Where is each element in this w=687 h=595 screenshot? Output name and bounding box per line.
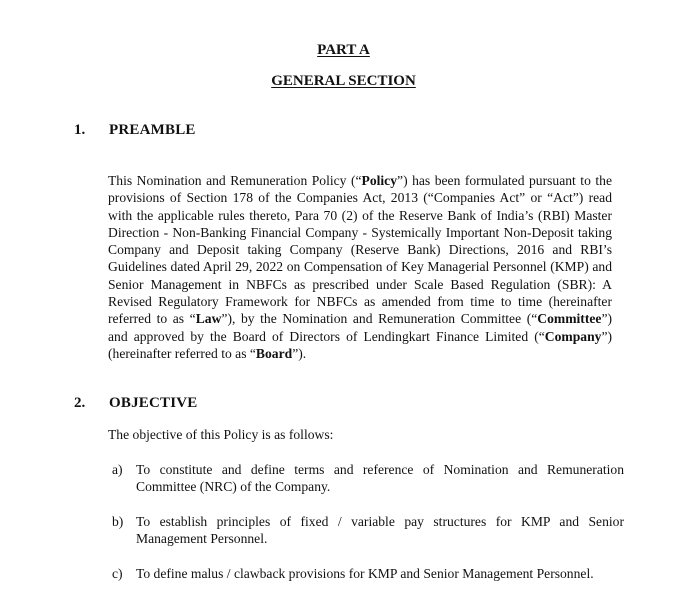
list-item [108,565,624,582]
section-number-preamble: 1. [74,122,86,138]
term-law: Law [195,311,222,327]
term-company: Company [544,328,602,344]
list-item-text: To establish principles of fixed / variable pay structures for KMP and Senior Management Personnel. [136,514,624,547]
list-item-text: To define malus / clawback provisions for KMP and Senior Management Personnel. [136,566,594,581]
section-group-heading: GENERAL SECTION [271,73,416,89]
list-marker: b) [112,514,124,529]
term-board: Board [255,345,293,361]
preamble-text-6: ”). [292,345,307,361]
list-item-text: To constitute and define terms and reference of Nomination and Remuneration Committee (NRC) of the Company. [136,462,624,495]
preamble-text-4: ”) and approved by the Board of Directors of Lendingkart Finance Limited (“ [108,311,612,344]
preamble-paragraph [108,172,612,362]
preamble-text-3: ”), by the Nomination and Remuneration Committee (“ [221,311,538,327]
section-number-objective: 2. [74,395,86,411]
preamble-text-5: ”)(hereinafter referred to as “ [108,328,612,361]
list-marker: c) [112,566,123,581]
term-committee: Committee [537,311,602,327]
section-title-preamble: PREAMBLE [109,122,196,138]
section-title-objective: OBJECTIVE [109,395,198,411]
list-item [108,461,624,496]
list-marker: a) [112,462,123,477]
list-item [108,513,624,548]
preamble-text-1: This Nomination and Remuneration Policy (“ [108,173,362,188]
part-heading: PART A [317,42,370,58]
preamble-text-2: ”) has been formulated pursuant to the provisions of Section 178 of the Companies Act, 2013 (“Companies Act” or “Act”) read with the applicable rules thereto, Para 70 (2) of the Reserve Bank of India’s (RBI) Master Direction - Non-Banking Financial Company - Systemically Important Non-Deposit taking Company and Deposit taking Company (Reserve Bank) Directions, 2016 and RBI’s Guidelines dated April 29, 2022 on Compensation of Key Managerial Personnel (KMP) and Senior Management in NBFCs as prescribed under Scale Based Regulation (SBR): A Revised Regulatory Framework for NBFCs as amended from time to time (hereinafter referred to as “ [108,173,612,327]
term-policy: Policy [361,173,398,188]
objective-intro: The objective of this Policy is as follows: [108,427,334,442]
